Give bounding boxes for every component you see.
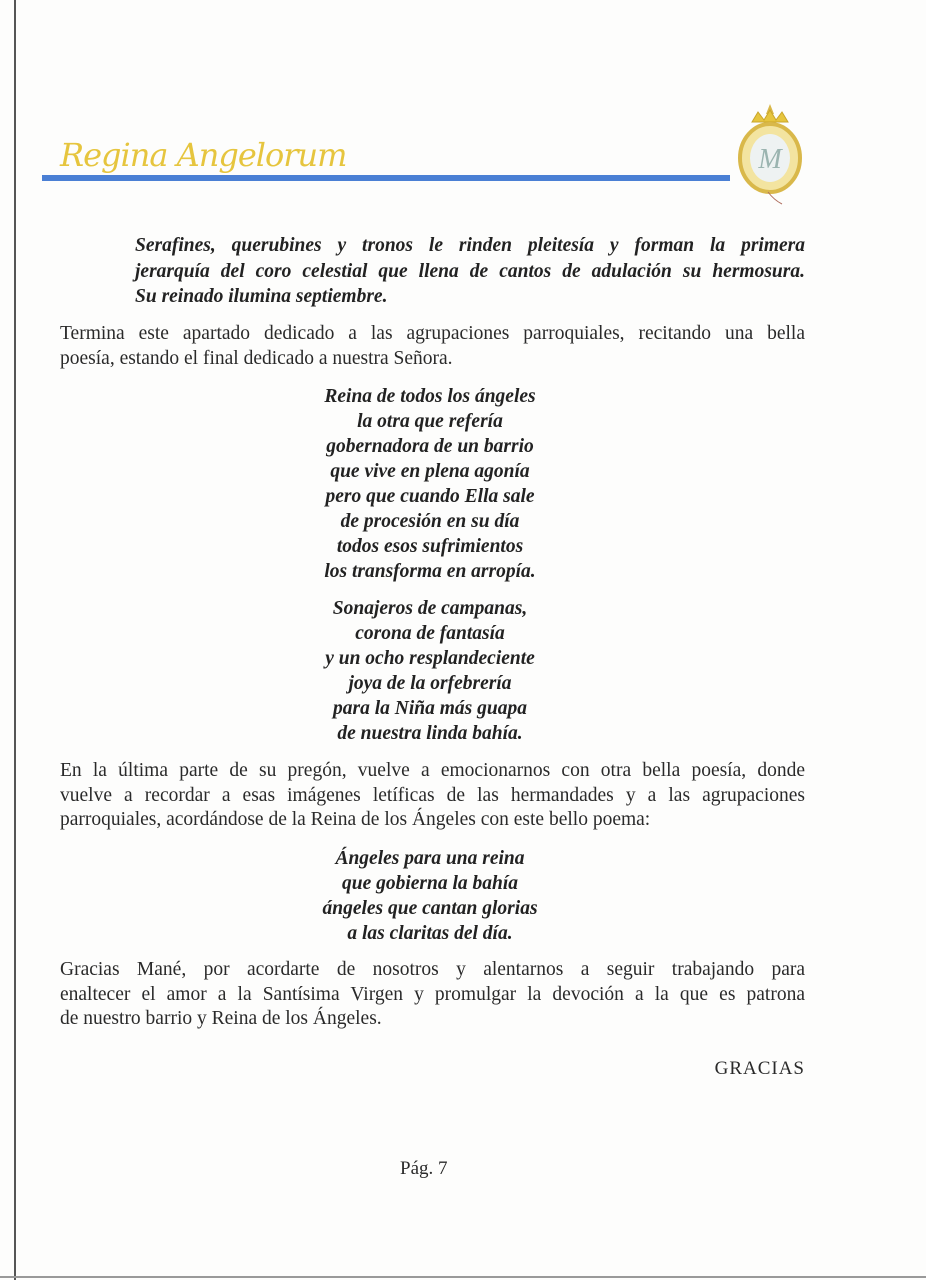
paragraph-1: [60, 322, 805, 371]
poem-1: [230, 384, 630, 584]
poem-line: Sonajeros de campanas,: [332, 598, 528, 619]
poem-line: gobernadora de un barrio: [326, 436, 534, 457]
quote-line: Serafines, querubines y tronos le rinden pleitesía y forman la primera: [135, 235, 805, 256]
poem-line: pero que cuando Ella sale: [325, 486, 535, 507]
poem-line: que gobierna la bahía: [341, 873, 519, 894]
poem-line: y un ocho resplandeciente: [325, 648, 535, 669]
header-rule: [42, 175, 730, 181]
poem-line: Reina de todos los ángeles: [324, 386, 536, 407]
poem-line: que vive en plena agonía: [330, 461, 530, 482]
page-number: Pág. 7: [400, 1158, 448, 1179]
paragraph-line: enaltecer el amor a la Santísima Virgen y promulgar la devoción a la que es patrona: [60, 983, 805, 1005]
header-title: Regina Angelorum: [60, 136, 347, 174]
paragraph-2: [60, 759, 805, 833]
paragraph-3: [60, 958, 805, 1032]
paragraph-line: poesía, estando el final dedicado a nuestra Señora.: [60, 347, 453, 369]
poem-line: Ángeles para una reina: [335, 848, 525, 869]
poem-2: [230, 596, 630, 746]
paragraph-line: vuelve a recordar a esas imágenes letíficas de las hermandades y a las agrupaciones: [60, 784, 805, 806]
poem-line: para la Niña más guapa: [333, 698, 527, 719]
quote-block: [135, 233, 805, 310]
page-edge-left: [14, 0, 16, 1280]
poem-line: joya de la orfebrería: [348, 673, 512, 694]
paragraph-line: Termina este apartado dedicado a las agrupaciones parroquiales, recitando una bella: [60, 323, 805, 344]
poem-line: a las claritas del día.: [347, 923, 513, 944]
poem-line: de procesión en su día: [340, 511, 520, 532]
crest-logo: [728, 100, 812, 208]
paragraph-line: En la última parte de su pregón, vuelve a emocionarnos con otra bella poesía, donde: [60, 760, 805, 781]
poem-line: de nuestra linda bahía.: [337, 723, 523, 744]
paragraph-line: de nuestro barrio y Reina de los Ángeles.: [60, 1008, 382, 1029]
paragraph-line: parroquiales, acordándose de la Reina de los Ángeles con este bello poema:: [60, 809, 651, 830]
quote-line: jerarquía del coro celestial que llena de cantos de adulación su hermosura.: [135, 260, 805, 282]
paragraph-line: Gracias Mané, por acordarte de nosotros y alentarnos a seguir trabajando para: [60, 959, 805, 980]
poem-line: la otra que refería: [357, 411, 503, 432]
page-edge-bottom: [0, 1276, 926, 1278]
poem-line: ángeles que cantan glorias: [322, 898, 538, 919]
closing-text: GRACIAS: [714, 1058, 805, 1079]
poem-line: todos esos sufrimientos: [336, 536, 524, 557]
poem-line: los transforma en arropía.: [324, 561, 536, 582]
quote-line: Su reinado ilumina septiembre.: [135, 286, 388, 307]
poem-3: [230, 846, 630, 946]
poem-line: corona de fantasía: [355, 623, 505, 644]
crest-monogram: M: [758, 144, 782, 175]
